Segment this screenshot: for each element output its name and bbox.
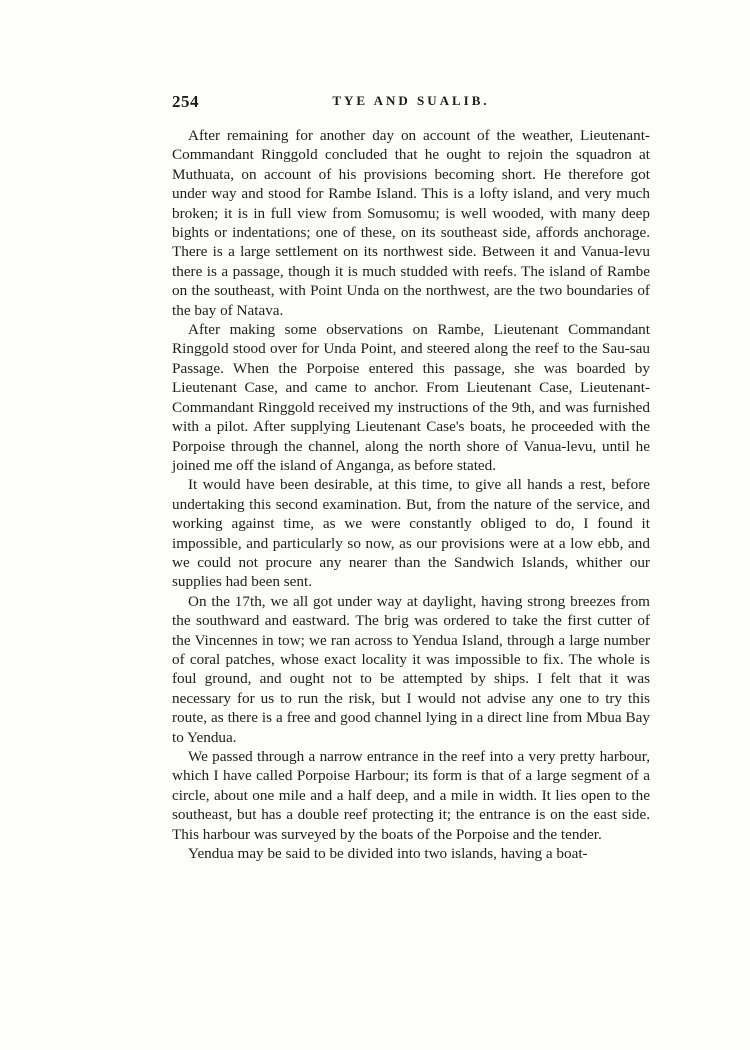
paragraph: It would have been desirable, at this time, to give all hands a rest, before undertaking this second examination. But, from the nature of the service, and working against time, as we were constantly obliged to do, I found it impossible, and particularly so now, as our provisions were at a low ebb, and we could not procure any nearer than the Sandwich Islands, whither our supplies had been sent. [172, 476, 650, 591]
running-head [172, 92, 650, 116]
paragraph: After making some observations on Rambe, Lieutenant Commandant Ringgold stood over for Unda Point, and steered along the reef to the Sau-sau Passage. When the Porpoise entered this passage, she was boarded by Lieutenant Case, and came to anchor. From Lieutenant Case, Lieutenant-Commandant Ringgold received my instructions of the 9th, and was furnished with a pilot. After supplying Lieutenant Case's boats, he proceeded with the Porpoise through the channel, along the north shore of Vanua-levu, until he joined me off the island of Anganga, as before stated. [172, 321, 650, 474]
body-text [172, 126, 650, 863]
paragraph: Yendua may be said to be divided into two islands, having a boat- [188, 845, 588, 863]
paragraph: On the 17th, we all got under way at daylight, having strong breezes from the southward and eastward. The brig was ordered to take the first cutter of the Vincennes in tow; we ran across to Yendua Island, through a large number of coral patches, whose exact locality it was impossible to fix. The whole is foul ground, and ought not to be attempted by ships. I felt that it was necessary for us to run the risk, but I would not advise any one to try this route, as there is a free and good channel lying in a direct line from Mbua Bay to Yendua. [172, 592, 650, 746]
running-title: TYE AND SUALIB. [332, 93, 490, 108]
paragraph: After remaining for another day on account of the weather, Lieutenant-Commandant Ringgold concluded that he ought to rejoin the squadron at Muthuata, on account of his provisions becoming short. He therefore got under way and stood for Rambe Island. This is a lofty island, and very much broken; it is in full view from Somusomu; is well wooded, with many deep bights or indentations; one of these, on its southeast side, affords anchorage. There is a large settlement on its northwest side. Between it and Vanua-levu there is a passage, though it is much studded with reefs. The island of Rambe on the southeast, with Point Unda on the northwest, are the two boundaries of the bay of Natava. [172, 127, 650, 319]
paragraph: We passed through a narrow entrance in the reef into a very pretty harbour, which I have called Porpoise Harbour; its form is that of a large segment of a circle, about one mile and a half deep, and a mile in width. It lies open to the southeast, but has a double reef protecting it; the entrance is on the east side. This harbour was surveyed by the boats of the Porpoise and the tender. [172, 748, 650, 843]
page-number: 254 [172, 92, 199, 111]
